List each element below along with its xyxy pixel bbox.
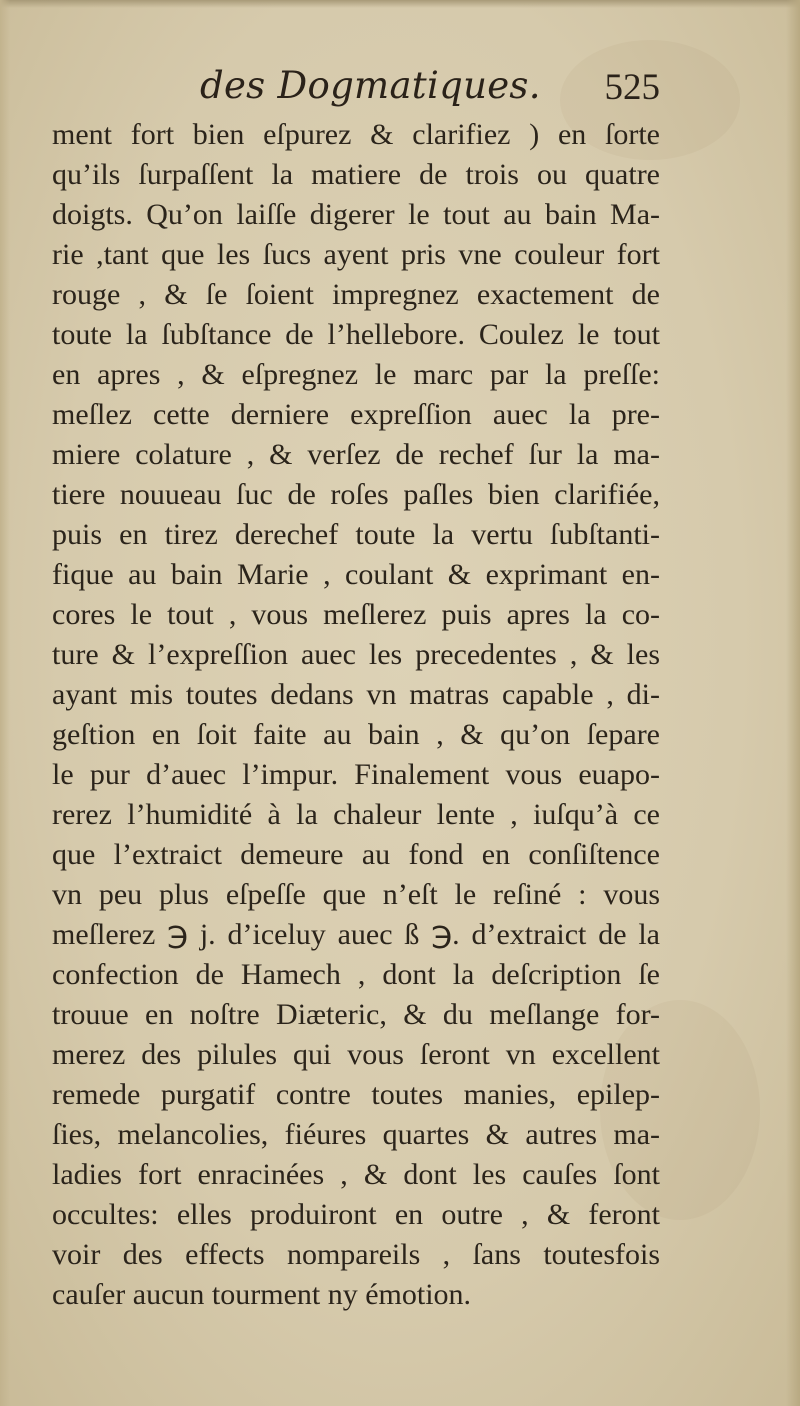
text-line: le pur d’auec l’impur. Finalement vous euapo- — [52, 758, 660, 791]
text-line: fique au bain Marie , coulant & exprimant en- — [52, 558, 660, 591]
text-line: cores le tout , vous meſlerez puis apres la co- — [52, 598, 660, 631]
text-line: puis en tirez derechef toute la vertu ſubſtanti- — [52, 518, 660, 551]
text-line: ment fort bien eſpurez & clarifiez ) en ſorte — [52, 118, 660, 151]
text-line: doigts. Qu’on laiſſe digerer le tout au bain Ma- — [52, 198, 660, 231]
text-line: qu’ils ſurpaſſent la matiere de trois ou quatre — [52, 158, 660, 191]
body-text — [52, 115, 660, 1315]
page-number: 525 — [604, 67, 660, 108]
text-line: remede purgatif contre toutes manies, epilep- — [52, 1078, 660, 1111]
text-line: miere colature , & verſez de rechef ſur la ma- — [52, 438, 660, 471]
text-line: confection de Hamech , dont la deſcription ſe — [52, 958, 660, 991]
text-line: rie ,tant que les ſucs ayent pris vne couleur fort — [52, 238, 660, 271]
page-right-edge — [786, 0, 800, 1406]
text-line: rerez l’humidité à la chaleur lente , iuſqu’à ce — [52, 798, 660, 831]
text-line: toute la ſubſtance de l’hellebore. Coulez le tout — [52, 318, 660, 351]
text-line: que l’extraict demeure au fond en conſiſtence — [52, 838, 660, 871]
text-line: ſies, melancolies, fiéures quartes & autres ma- — [52, 1118, 660, 1151]
text-line: ayant mis toutes dedans vn matras capable , di- — [52, 678, 660, 711]
text-line: voir des effects nompareils , ſans toutesfois — [52, 1238, 660, 1271]
text-line: en apres , & eſpregnez le marc par la preſſe: — [52, 358, 660, 391]
text-line: ladies fort enracinées , & dont les cauſes ſont — [52, 1158, 660, 1191]
running-title: des Dogmatiques. — [200, 64, 541, 107]
text-line: trouue en noſtre Diæteric, & du meſlange for- — [52, 998, 660, 1031]
text-line: cauſer aucun tourment ny émotion. — [52, 1278, 472, 1311]
text-line: merez des pilules qui vous ſeront vn excellent — [52, 1038, 660, 1071]
text-line: rouge , & ſe ſoient impregnez exactement de — [52, 278, 660, 311]
text-line: vn peu plus eſpeſſe que n’eſt le reſiné : vous — [52, 878, 660, 911]
page-top-edge — [0, 0, 800, 8]
text-line: occultes: elles produiront en outre , & feront — [52, 1198, 660, 1231]
text-line: geſtion en ſoit faite au bain , & qu’on ſepare — [52, 718, 660, 751]
text-line: ture & l’expreſſion auec les precedentes , & les — [52, 638, 660, 671]
text-line: tiere nouueau ſuc de roſes paſles bien clarifiée, — [52, 478, 660, 511]
text-line: meſlez cette derniere expreſſion auec la pre- — [52, 398, 660, 431]
text-line: meſlerez ℈ j. d’iceluy auec ß ℈. d’extraict de la — [52, 918, 660, 951]
page-left-edge — [0, 0, 10, 1406]
